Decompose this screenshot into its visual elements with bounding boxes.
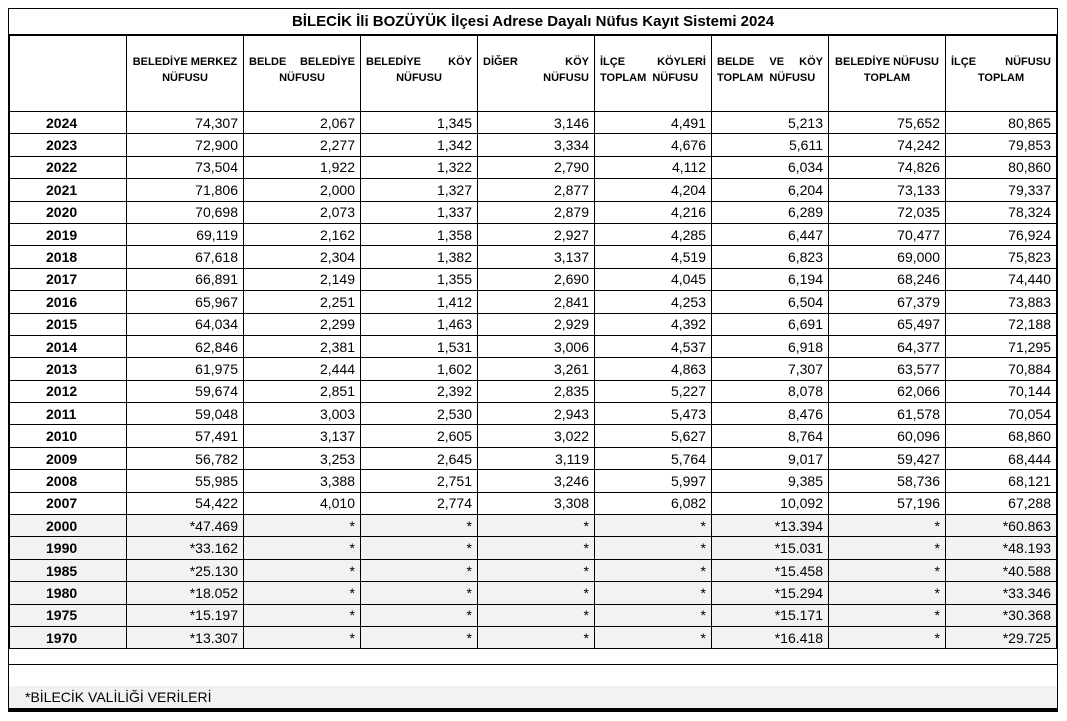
cell-diger-koy: 2,929 xyxy=(478,313,595,335)
cell-belediye-merkez: 55,985 xyxy=(127,470,244,492)
cell-belediye-merkez: *15.197 xyxy=(127,604,244,626)
table-row xyxy=(10,470,1057,492)
cell-belediye-koy: * xyxy=(361,582,478,604)
cell-belediye-merkez: 72,900 xyxy=(127,134,244,156)
cell-ilce-toplam: *48.193 xyxy=(946,537,1057,559)
cell-year: 2023 xyxy=(10,134,127,156)
cell-belde-belediye: 2,381 xyxy=(244,335,361,357)
cell-belediye-merkez: *25.130 xyxy=(127,559,244,581)
header-year xyxy=(10,36,127,112)
table-row xyxy=(10,179,1057,201)
header-label-line1: BELEDİYE NÜFUSU xyxy=(835,56,939,68)
cell-belediye-koy: 1,412 xyxy=(361,291,478,313)
cell-year: 2021 xyxy=(10,179,127,201)
cell-belde-ve-koy: *15.171 xyxy=(712,604,829,626)
cell-diger-koy: * xyxy=(478,559,595,581)
cell-ilce-koyleri: 4,537 xyxy=(595,335,712,357)
cell-year: 2017 xyxy=(10,268,127,290)
cell-ilce-koyleri: 4,216 xyxy=(595,201,712,223)
header-ilce-koyleri xyxy=(595,36,712,112)
cell-belediye-merkez: 67,618 xyxy=(127,246,244,268)
cell-belde-belediye: 2,304 xyxy=(244,246,361,268)
header-label-line2: NÜFUSU xyxy=(279,72,325,84)
cell-belediye-koy: 1,602 xyxy=(361,358,478,380)
table-row xyxy=(10,626,1057,648)
header-diger-koy xyxy=(478,36,595,112)
cell-belde-ve-koy: 6,691 xyxy=(712,313,829,335)
table-container xyxy=(9,35,1057,649)
cell-diger-koy: 2,790 xyxy=(478,156,595,178)
cell-belediye-koy: 2,751 xyxy=(361,470,478,492)
cell-belediye-merkez: 71,806 xyxy=(127,179,244,201)
cell-belediye-toplam: 69,000 xyxy=(829,246,946,268)
cell-ilce-koyleri: * xyxy=(595,582,712,604)
cell-diger-koy: * xyxy=(478,582,595,604)
cell-belde-ve-koy: 6,289 xyxy=(712,201,829,223)
header-label-line1a: İLÇE xyxy=(951,56,977,68)
cell-belde-belediye: 2,277 xyxy=(244,134,361,156)
header-label-line1b: BELEDİYE xyxy=(299,56,355,68)
cell-ilce-toplam: 74,440 xyxy=(946,268,1057,290)
cell-ilce-koyleri: 4,045 xyxy=(595,268,712,290)
cell-belde-belediye: 2,000 xyxy=(244,179,361,201)
cell-belediye-toplam: 75,652 xyxy=(829,112,946,134)
cell-ilce-toplam: 71,295 xyxy=(946,335,1057,357)
cell-ilce-koyleri: 4,112 xyxy=(595,156,712,178)
cell-belde-ve-koy: 8,476 xyxy=(712,403,829,425)
cell-belediye-toplam: 74,826 xyxy=(829,156,946,178)
cell-belde-ve-koy: 8,078 xyxy=(712,380,829,402)
cell-ilce-koyleri: 5,764 xyxy=(595,447,712,469)
cell-diger-koy: 2,835 xyxy=(478,380,595,402)
population-table xyxy=(9,35,1057,649)
cell-belde-ve-koy: 6,823 xyxy=(712,246,829,268)
cell-belediye-koy: 1,382 xyxy=(361,246,478,268)
cell-belediye-toplam: 63,577 xyxy=(829,358,946,380)
cell-year: 2019 xyxy=(10,223,127,245)
footnote: *BİLECİK VALİLİĞİ VERİLERİ xyxy=(25,689,212,705)
cell-diger-koy: 2,877 xyxy=(478,179,595,201)
cell-belediye-toplam: 73,133 xyxy=(829,179,946,201)
cell-belediye-toplam: 60,096 xyxy=(829,425,946,447)
cell-ilce-toplam: 68,860 xyxy=(946,425,1057,447)
table-row xyxy=(10,335,1057,357)
cell-belediye-merkez: 62,846 xyxy=(127,335,244,357)
table-row xyxy=(10,313,1057,335)
cell-diger-koy: 2,943 xyxy=(478,403,595,425)
cell-ilce-toplam: 70,144 xyxy=(946,380,1057,402)
cell-ilce-koyleri: 4,863 xyxy=(595,358,712,380)
cell-ilce-toplam: 80,865 xyxy=(946,112,1057,134)
cell-belediye-koy: 2,645 xyxy=(361,447,478,469)
cell-diger-koy: 3,308 xyxy=(478,492,595,514)
cell-ilce-koyleri: * xyxy=(595,604,712,626)
cell-belediye-toplam: * xyxy=(829,604,946,626)
cell-belde-ve-koy: *15.458 xyxy=(712,559,829,581)
header-label-line1a: DİĞER xyxy=(483,56,518,68)
cell-belediye-toplam: 61,578 xyxy=(829,403,946,425)
cell-diger-koy: 3,246 xyxy=(478,470,595,492)
table-row xyxy=(10,223,1057,245)
cell-year: 2010 xyxy=(10,425,127,447)
cell-diger-koy: 2,879 xyxy=(478,201,595,223)
cell-belde-ve-koy: 5,611 xyxy=(712,134,829,156)
cell-ilce-toplam: 70,054 xyxy=(946,403,1057,425)
cell-belde-ve-koy: 10,092 xyxy=(712,492,829,514)
cell-belediye-merkez: 59,048 xyxy=(127,403,244,425)
cell-year: 2000 xyxy=(10,515,127,537)
table-row xyxy=(10,425,1057,447)
header-belediye-toplam xyxy=(829,36,946,112)
cell-year: 2009 xyxy=(10,447,127,469)
header-label-line1a: İLÇE xyxy=(600,56,626,68)
cell-year: 2018 xyxy=(10,246,127,268)
header-label-line1a: BELDE xyxy=(249,56,287,68)
header-belde-belediye xyxy=(244,36,361,112)
cell-belediye-koy: 1,322 xyxy=(361,156,478,178)
cell-ilce-toplam: 73,883 xyxy=(946,291,1057,313)
cell-diger-koy: 3,146 xyxy=(478,112,595,134)
cell-belde-ve-koy: 8,764 xyxy=(712,425,829,447)
cell-diger-koy: * xyxy=(478,604,595,626)
cell-belde-belediye: * xyxy=(244,537,361,559)
table-row xyxy=(10,537,1057,559)
cell-ilce-koyleri: 5,997 xyxy=(595,470,712,492)
cell-belediye-toplam: 67,379 xyxy=(829,291,946,313)
cell-belde-ve-koy: 6,034 xyxy=(712,156,829,178)
header-label-line1a: BELDE xyxy=(717,56,755,68)
cell-diger-koy: * xyxy=(478,626,595,648)
table-row xyxy=(10,112,1057,134)
table-row xyxy=(10,291,1057,313)
cell-belediye-merkez: *18.052 xyxy=(127,582,244,604)
cell-belediye-merkez: 70,698 xyxy=(127,201,244,223)
cell-belde-ve-koy: 6,194 xyxy=(712,268,829,290)
cell-belde-belediye: 3,388 xyxy=(244,470,361,492)
cell-belde-belediye: * xyxy=(244,582,361,604)
header-label-line1b: KÖYLERİ xyxy=(657,56,706,68)
cell-ilce-koyleri: 4,519 xyxy=(595,246,712,268)
cell-belediye-merkez: 64,034 xyxy=(127,313,244,335)
cell-diger-koy: 3,022 xyxy=(478,425,595,447)
cell-belediye-koy: 1,531 xyxy=(361,335,478,357)
cell-belediye-toplam: 64,377 xyxy=(829,335,946,357)
cell-belediye-koy: 2,605 xyxy=(361,425,478,447)
cell-diger-koy: 3,137 xyxy=(478,246,595,268)
cell-ilce-toplam: 80,860 xyxy=(946,156,1057,178)
cell-belde-belediye: 3,253 xyxy=(244,447,361,469)
cell-belde-belediye: 3,137 xyxy=(244,425,361,447)
header-label-line1c: VE xyxy=(769,56,785,68)
cell-belde-ve-koy: *13.394 xyxy=(712,515,829,537)
cell-belde-belediye: 2,851 xyxy=(244,380,361,402)
table-row xyxy=(10,156,1057,178)
cell-belediye-merkez: 57,491 xyxy=(127,425,244,447)
table-row xyxy=(10,358,1057,380)
cell-belediye-toplam: 65,497 xyxy=(829,313,946,335)
cell-diger-koy: 3,006 xyxy=(478,335,595,357)
cell-ilce-toplam: 79,853 xyxy=(946,134,1057,156)
cell-diger-koy: 2,841 xyxy=(478,291,595,313)
cell-belediye-toplam: 72,035 xyxy=(829,201,946,223)
cell-ilce-koyleri: 5,627 xyxy=(595,425,712,447)
cell-belde-ve-koy: *16.418 xyxy=(712,626,829,648)
population-table-sheet xyxy=(8,8,1058,709)
cell-belediye-toplam: 62,066 xyxy=(829,380,946,402)
cell-ilce-toplam: 75,823 xyxy=(946,246,1057,268)
cell-belediye-merkez: 66,891 xyxy=(127,268,244,290)
cell-belediye-koy: 1,355 xyxy=(361,268,478,290)
cell-belediye-koy: * xyxy=(361,604,478,626)
cell-belediye-koy: 1,345 xyxy=(361,112,478,134)
cell-year: 1975 xyxy=(10,604,127,626)
header-label-line2: TOPLAM xyxy=(977,72,1025,84)
cell-belde-belediye: 2,251 xyxy=(244,291,361,313)
cell-belediye-koy: 1,358 xyxy=(361,223,478,245)
table-row xyxy=(10,492,1057,514)
table-row xyxy=(10,134,1057,156)
cell-belde-ve-koy: 6,204 xyxy=(712,179,829,201)
cell-belediye-toplam: * xyxy=(829,537,946,559)
cell-belde-belediye: * xyxy=(244,559,361,581)
cell-year: 2015 xyxy=(10,313,127,335)
cell-belediye-merkez: *33.162 xyxy=(127,537,244,559)
cell-belediye-toplam: 68,246 xyxy=(829,268,946,290)
cell-belde-ve-koy: 9,385 xyxy=(712,470,829,492)
cell-ilce-koyleri: 4,392 xyxy=(595,313,712,335)
cell-ilce-koyleri: * xyxy=(595,515,712,537)
cell-belde-belediye: * xyxy=(244,515,361,537)
cell-diger-koy: * xyxy=(478,515,595,537)
cell-ilce-toplam: *40.588 xyxy=(946,559,1057,581)
cell-belde-ve-koy: 5,213 xyxy=(712,112,829,134)
cell-year: 2016 xyxy=(10,291,127,313)
cell-ilce-koyleri: * xyxy=(595,559,712,581)
cell-belediye-toplam: 57,196 xyxy=(829,492,946,514)
table-row xyxy=(10,246,1057,268)
cell-belde-belediye: * xyxy=(244,604,361,626)
cell-belde-belediye: 2,444 xyxy=(244,358,361,380)
cell-belediye-merkez: 59,674 xyxy=(127,380,244,402)
cell-year: 2024 xyxy=(10,112,127,134)
header-label-line1: BELEDİYE MERKEZ xyxy=(132,56,238,68)
cell-year: 2022 xyxy=(10,156,127,178)
cell-belediye-toplam: 58,736 xyxy=(829,470,946,492)
cell-year: 1985 xyxy=(10,559,127,581)
header-label-line2: NÜFUSU xyxy=(396,72,442,84)
cell-belde-belediye: 2,162 xyxy=(244,223,361,245)
cell-ilce-koyleri: 4,676 xyxy=(595,134,712,156)
header-label-line1b: KÖY xyxy=(448,56,472,68)
cell-year: 2008 xyxy=(10,470,127,492)
cell-belediye-merkez: 74,307 xyxy=(127,112,244,134)
table-row xyxy=(10,201,1057,223)
cell-year: 2014 xyxy=(10,335,127,357)
table-row xyxy=(10,447,1057,469)
cell-ilce-toplam: 79,337 xyxy=(946,179,1057,201)
table-row xyxy=(10,380,1057,402)
table-title: BİLECİK İli BOZÜYÜK İlçesi Adrese Dayalı Nüfus Kayıt Sistemi 2024 xyxy=(9,9,1057,35)
header-label-line2: NÜFUSU xyxy=(543,72,589,84)
cell-year: 2020 xyxy=(10,201,127,223)
header-label-line2: TOPLAM xyxy=(863,72,911,84)
cell-year: 1990 xyxy=(10,537,127,559)
header-label-line1a: BELEDİYE xyxy=(366,56,422,68)
cell-belde-ve-koy: 6,504 xyxy=(712,291,829,313)
cell-belde-belediye: 2,299 xyxy=(244,313,361,335)
cell-ilce-toplam: 67,288 xyxy=(946,492,1057,514)
cell-belde-ve-koy: 6,447 xyxy=(712,223,829,245)
cell-belediye-toplam: * xyxy=(829,626,946,648)
header-label-line2: TOPLAM NÜFUSU xyxy=(600,72,699,84)
cell-ilce-toplam: 70,884 xyxy=(946,358,1057,380)
table-row xyxy=(10,582,1057,604)
table-row xyxy=(10,604,1057,626)
cell-ilce-koyleri: 5,227 xyxy=(595,380,712,402)
cell-year: 1970 xyxy=(10,626,127,648)
table-row xyxy=(10,559,1057,581)
cell-belediye-merkez: 65,967 xyxy=(127,291,244,313)
cell-ilce-toplam: *60.863 xyxy=(946,515,1057,537)
header-label-line1b: NÜFUSU xyxy=(1005,56,1051,68)
cell-ilce-koyleri: * xyxy=(595,626,712,648)
cell-ilce-koyleri: 5,473 xyxy=(595,403,712,425)
cell-belde-ve-koy: *15.294 xyxy=(712,582,829,604)
cell-belediye-merkez: 73,504 xyxy=(127,156,244,178)
cell-year: 2013 xyxy=(10,358,127,380)
cell-belde-ve-koy: 7,307 xyxy=(712,358,829,380)
cell-ilce-koyleri: * xyxy=(595,537,712,559)
cell-belediye-koy: 1,327 xyxy=(361,179,478,201)
cell-belediye-koy: 2,530 xyxy=(361,403,478,425)
cell-belediye-merkez: *47.469 xyxy=(127,515,244,537)
cell-belde-ve-koy: 6,918 xyxy=(712,335,829,357)
header-row xyxy=(10,36,1057,112)
cell-ilce-koyleri: 6,082 xyxy=(595,492,712,514)
cell-ilce-toplam: 68,121 xyxy=(946,470,1057,492)
cell-belde-belediye: 2,149 xyxy=(244,268,361,290)
header-belediye-merkez xyxy=(127,36,244,112)
cell-diger-koy: 3,261 xyxy=(478,358,595,380)
header-label-line2: NÜFUSU xyxy=(162,72,208,84)
cell-belde-belediye: 2,067 xyxy=(244,112,361,134)
table-row xyxy=(10,268,1057,290)
cell-belediye-toplam: 74,242 xyxy=(829,134,946,156)
cell-diger-koy: 3,334 xyxy=(478,134,595,156)
cell-belediye-merkez: 54,422 xyxy=(127,492,244,514)
cell-year: 1980 xyxy=(10,582,127,604)
cell-ilce-toplam: 76,924 xyxy=(946,223,1057,245)
cell-belde-belediye: 4,010 xyxy=(244,492,361,514)
cell-ilce-toplam: *30.368 xyxy=(946,604,1057,626)
cell-diger-koy: 2,927 xyxy=(478,223,595,245)
cell-belediye-koy: * xyxy=(361,515,478,537)
header-label-line1b: KÖY xyxy=(565,56,589,68)
cell-belediye-merkez: 56,782 xyxy=(127,447,244,469)
table-row xyxy=(10,515,1057,537)
cell-ilce-koyleri: 4,285 xyxy=(595,223,712,245)
table-row xyxy=(10,403,1057,425)
cell-year: 2011 xyxy=(10,403,127,425)
cell-ilce-toplam: *33.346 xyxy=(946,582,1057,604)
header-belde-ve-koy xyxy=(712,36,829,112)
cell-belediye-koy: * xyxy=(361,537,478,559)
cell-belediye-koy: 2,392 xyxy=(361,380,478,402)
cell-belediye-merkez: 69,119 xyxy=(127,223,244,245)
footnote-box xyxy=(9,664,1057,708)
cell-belediye-toplam: * xyxy=(829,582,946,604)
cell-belediye-toplam: * xyxy=(829,515,946,537)
cell-belediye-toplam: 70,477 xyxy=(829,223,946,245)
cell-ilce-toplam: 78,324 xyxy=(946,201,1057,223)
cell-ilce-koyleri: 4,253 xyxy=(595,291,712,313)
cell-belediye-koy: 2,774 xyxy=(361,492,478,514)
cell-diger-koy: 2,690 xyxy=(478,268,595,290)
cell-belediye-toplam: * xyxy=(829,559,946,581)
table-body xyxy=(10,112,1057,649)
cell-belde-belediye: 2,073 xyxy=(244,201,361,223)
cell-belediye-merkez: 61,975 xyxy=(127,358,244,380)
cell-belediye-koy: 1,337 xyxy=(361,201,478,223)
cell-belde-belediye: 3,003 xyxy=(244,403,361,425)
cell-year: 2007 xyxy=(10,492,127,514)
cell-belediye-koy: 1,463 xyxy=(361,313,478,335)
header-label-line2: TOPLAM NÜFUSU xyxy=(717,72,816,84)
cell-belde-belediye: 1,922 xyxy=(244,156,361,178)
header-ilce-toplam xyxy=(946,36,1057,112)
cell-belediye-toplam: 59,427 xyxy=(829,447,946,469)
cell-ilce-koyleri: 4,491 xyxy=(595,112,712,134)
bottom-rule xyxy=(8,709,1058,712)
cell-belde-belediye: * xyxy=(244,626,361,648)
cell-belediye-koy: * xyxy=(361,559,478,581)
cell-ilce-koyleri: 4,204 xyxy=(595,179,712,201)
cell-year: 2012 xyxy=(10,380,127,402)
header-label-line1b: KÖY xyxy=(799,56,823,68)
cell-belde-ve-koy: 9,017 xyxy=(712,447,829,469)
cell-ilce-toplam: 68,444 xyxy=(946,447,1057,469)
cell-ilce-toplam: *29.725 xyxy=(946,626,1057,648)
cell-belediye-merkez: *13.307 xyxy=(127,626,244,648)
cell-belediye-koy: * xyxy=(361,626,478,648)
cell-ilce-toplam: 72,188 xyxy=(946,313,1057,335)
header-belediye-koy xyxy=(361,36,478,112)
cell-belde-ve-koy: *15.031 xyxy=(712,537,829,559)
cell-diger-koy: 3,119 xyxy=(478,447,595,469)
cell-belediye-koy: 1,342 xyxy=(361,134,478,156)
cell-diger-koy: * xyxy=(478,537,595,559)
